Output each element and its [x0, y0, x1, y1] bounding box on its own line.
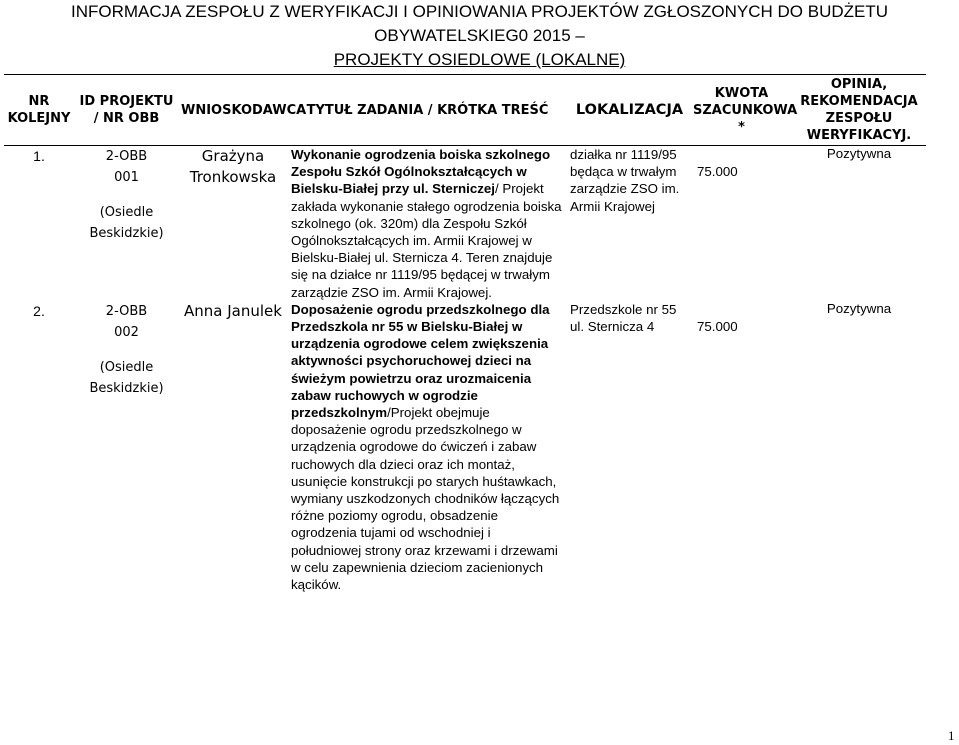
header-title: TYTUŁ ZADANIA / KRÓTKA TREŚĆ [287, 75, 568, 146]
row-nr: 2. [33, 302, 45, 319]
header-amount: KWOTA SZACUNKOWA * [691, 75, 792, 146]
project-id-district: (Osiedle Beskidzkie) [89, 359, 164, 396]
row-opinion: Pozytywna [826, 300, 892, 316]
header-applicant: WNIOSKODAWCA [179, 75, 287, 146]
row-location: Przedszkole nr 55 ul. Sternicza 4 [570, 301, 677, 335]
header-location: LOKALIZACJA [568, 75, 691, 146]
row-title [287, 146, 568, 301]
project-id-number: 002 [114, 324, 139, 340]
project-id-code: 2-OBB [105, 303, 148, 319]
title-description: / Projekt zakłada wykonanie stałego ogrodzenia boiska szkolnego (ok. 320m) dla Zespołu Szkół Ogólnokształcących im. Armii Krajowej w Bielsku-Białej ul. Sternicza 4. Teren znajduje się na działce nr 1119/95 będącej w trwałym zarządzie ZSO im. Armii Krajowej. [291, 181, 562, 300]
row-location: działka nr 1119/95 będąca w trwałym zarządzie ZSO im. Armii Krajowej [570, 147, 680, 214]
row-project-id [74, 146, 179, 301]
project-id-district: (Osiedle Beskidzkie) [89, 205, 164, 241]
project-id-number: 001 [114, 170, 139, 185]
row-amount: 75.000 [697, 164, 738, 179]
row-applicant: Grażyna Tronkowska [189, 147, 277, 186]
title-bold: Doposażenie ogrodu przedszkolnego dla Przedszkola nr 55 w Bielsku-Białej w urządzenia ogrodowe celem zwiększenia aktywności psychoruchowej dzieci na świeżym powietrzu oraz urozmaicenia zabaw ruchowych w ogrodzie przedszkolnym [291, 301, 550, 421]
header-opinion: OPINIA, REKOMENDACJA ZESPOŁU WERYFIKACYJ. [792, 75, 926, 146]
table-row [4, 146, 926, 301]
row-applicant: Anna Janulek [184, 301, 282, 320]
row-opinion: Pozytywna [826, 146, 892, 161]
title-description: /Projekt obejmuje doposażenie ogrodu przedszkolnego w urządzenia ogrodowe do ćwiczeń i zabaw ruchowych dla dzieci oraz ich montaż, usunięcie konstrukcji po starych huśtawkach, wymiany uszkodzonych chodników łączących różne poziomy ogrodu, obsadzenie ogrodzenia tujami od wschodniej i południowej strony oraz krzewami i drzewami w celu zapewnienia dzieciom zacienionych kącików. [291, 405, 560, 593]
document-title-line2: PROJEKTY OSIEDLOWE (LOKALNE) [333, 50, 626, 69]
title-bold: Wykonanie ogrodzenia boiska szkolnego Zespołu Szkół Ogólnokształcących w Bielsku-Białej przy ul. Sterniczej [291, 147, 551, 197]
row-nr: 1. [33, 148, 45, 164]
header-nr: NR KOLEJNY [4, 75, 74, 146]
page-number: 1 [948, 728, 955, 743]
projects-table [4, 74, 926, 593]
header-id: ID PROJEKTU / NR OBB [74, 75, 179, 146]
row-project-id [74, 301, 179, 593]
row-amount: 75.000 [697, 318, 738, 334]
table-header-row [4, 75, 926, 146]
document-title-line1: INFORMACJA ZESPOŁU Z WERYFIKACJI I OPINIOWANIA PROJEKTÓW ZGŁOSZONYCH DO BUDŻETU OBYWATELSKIEG0 2015 – [70, 2, 889, 45]
row-title [287, 301, 568, 593]
document-title [0, 0, 959, 72]
table-row [4, 301, 926, 593]
project-id-code: 2-OBB [105, 149, 148, 164]
